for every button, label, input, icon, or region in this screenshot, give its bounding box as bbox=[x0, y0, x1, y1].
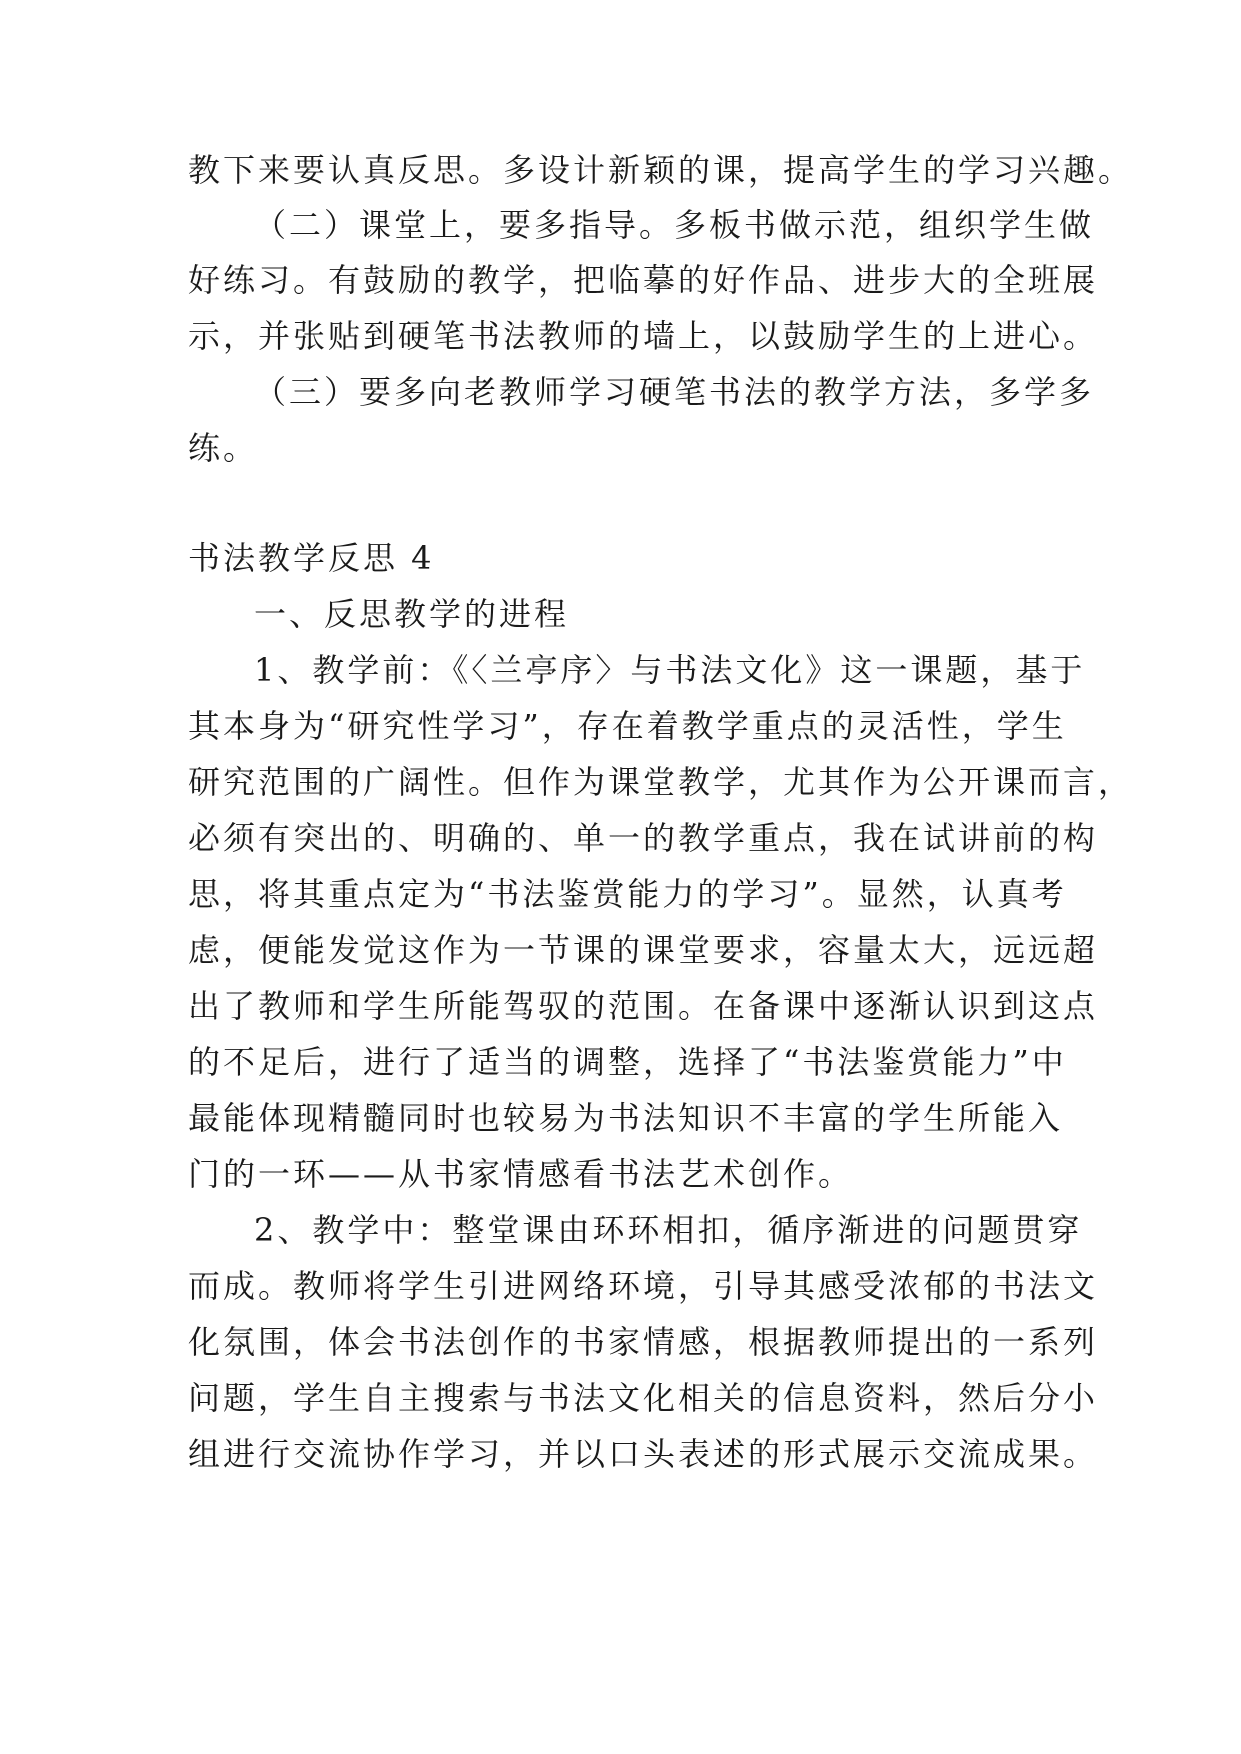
text-line: 思，将其重点定为“书法鉴赏能力的学习”。显然，认真考 bbox=[188, 875, 1067, 913]
text-line: 教下来要认真反思。多设计新颖的课，提高学生的学习兴趣。 bbox=[188, 151, 1134, 189]
text-line: 问题，学生自主搜索与书法文化相关的信息资料，然后分小 bbox=[188, 1379, 1099, 1417]
text-line: 练。 bbox=[188, 429, 259, 467]
text-line: 其本身为“研究性学习”，存在着教学重点的灵活性，学生 bbox=[188, 707, 1067, 745]
paragraph-line: 1、教学前：《〈兰亭序〉与书法文化》这一课题，基于 bbox=[254, 651, 1086, 689]
text-line: 虑，便能发觉这作为一节课的课堂要求，容量太大，远远超 bbox=[188, 931, 1099, 969]
section-title: 书法教学反思 4 bbox=[188, 539, 435, 577]
text-line: 而成。教师将学生引进网络环境，引导其感受浓郁的书法文 bbox=[188, 1267, 1099, 1305]
text-line: 组进行交流协作学习，并以口头表述的形式展示交流成果。 bbox=[188, 1435, 1099, 1473]
text-line: 必须有突出的、明确的、单一的教学重点，我在试讲前的构 bbox=[188, 819, 1099, 857]
paragraph-line: 2、教学中：整堂课由环环相扣，循序渐进的问题贯穿 bbox=[254, 1211, 1083, 1249]
text-line: 的不足后，进行了适当的调整，选择了“书法鉴赏能力”中 bbox=[188, 1043, 1067, 1081]
text-line: 门的一环——从书家情感看书法艺术创作。 bbox=[188, 1155, 854, 1193]
text-line: 好练习。有鼓励的教学，把临摹的好作品、进步大的全班展 bbox=[188, 261, 1099, 299]
text-line: 出了教师和学生所能驾驭的范围。在备课中逐渐认识到这点 bbox=[188, 987, 1099, 1025]
paragraph-line: （三）要多向老教师学习硬笔书法的教学方法，多学多 bbox=[254, 373, 1095, 411]
text-line: 最能体现精髓同时也较易为书法知识不丰富的学生所能入 bbox=[188, 1099, 1064, 1137]
section-heading: 一、反思教学的进程 bbox=[254, 595, 570, 633]
text-line: 研究范围的广阔性。但作为课堂教学，尤其作为公开课而言， bbox=[188, 763, 1134, 801]
text-line: 化氛围，体会书法创作的书家情感，根据教师提出的一系列 bbox=[188, 1323, 1099, 1361]
text-line: 示，并张贴到硬笔书法教师的墙上，以鼓励学生的上进心。 bbox=[188, 317, 1099, 355]
paragraph-line: （二）课堂上，要多指导。多板书做示范，组织学生做 bbox=[254, 206, 1095, 244]
